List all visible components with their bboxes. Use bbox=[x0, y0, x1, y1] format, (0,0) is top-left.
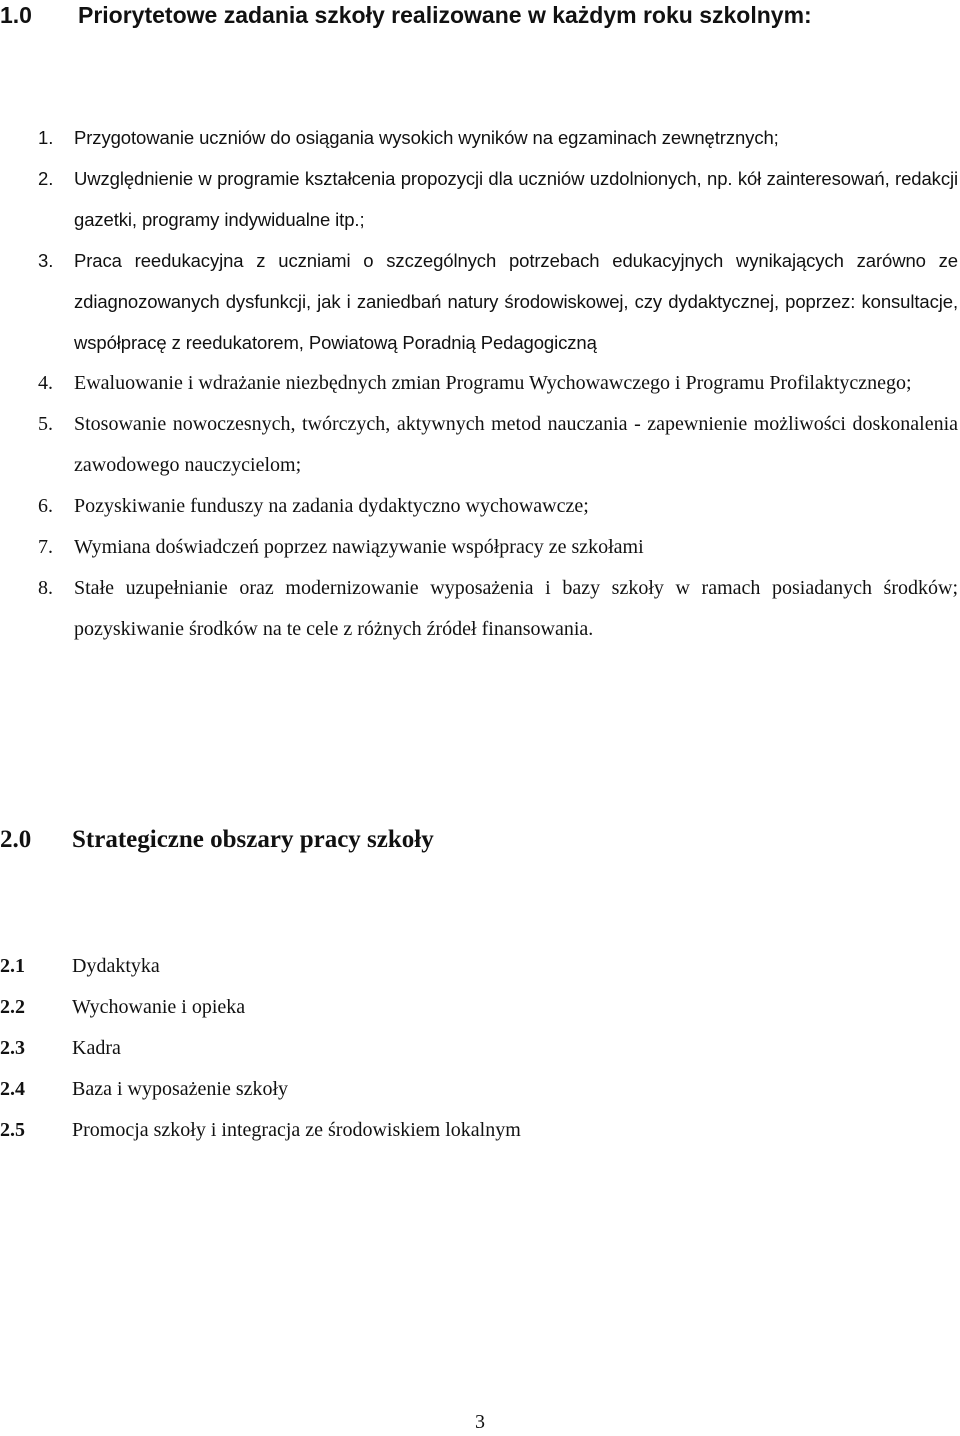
list-item-text: Pozyskiwanie funduszy na zadania dydaktyczno wychowawcze; bbox=[74, 495, 589, 517]
list-item-number: 1. bbox=[38, 127, 54, 148]
strategic-areas-list bbox=[0, 946, 900, 1151]
list-item bbox=[0, 404, 958, 486]
list-item bbox=[0, 527, 958, 568]
area-item-label: Dydaktyka bbox=[72, 955, 160, 977]
area-item-number: 2.2 bbox=[0, 996, 25, 1018]
area-item bbox=[0, 946, 900, 987]
list-item-text: Przygotowanie uczniów do osiągania wysokich wyników na egzaminach zewnętrznych; bbox=[74, 127, 779, 148]
area-item bbox=[0, 1069, 900, 1110]
section-2-number: 2.0 bbox=[0, 826, 32, 853]
list-item bbox=[0, 158, 958, 240]
list-item-text: Wymiana doświadczeń poprzez nawiązywanie współpracy ze szkołami bbox=[74, 536, 644, 558]
list-item-number: 4. bbox=[38, 372, 53, 394]
list-item-number: 2. bbox=[38, 168, 54, 189]
area-item-number: 2.4 bbox=[0, 1078, 25, 1100]
section-1-title: Priorytetowe zadania szkoły realizowane w każdym roku szkolnym: bbox=[78, 2, 812, 28]
page-number: 3 bbox=[475, 1411, 485, 1433]
list-item-text: Stałe uzupełnianie oraz modernizowanie wyposażenia i bazy szkoły w ramach posiadanych środków; pozyskiwanie środków na te cele z różnych źródeł finansowania. bbox=[74, 577, 958, 640]
area-item-label: Promocja szkoły i integracja ze środowiskiem lokalnym bbox=[72, 1119, 521, 1141]
list-item-text: Ewaluowanie i wdrażanie niezbędnych zmian Programu Wychowawczego i Programu Profilaktycznego; bbox=[74, 372, 912, 394]
list-item-number: 7. bbox=[38, 536, 53, 558]
list-item bbox=[0, 486, 958, 527]
priorities-list bbox=[0, 117, 958, 650]
area-item-number: 2.5 bbox=[0, 1119, 25, 1141]
area-item bbox=[0, 1110, 900, 1151]
list-item-number: 5. bbox=[38, 413, 53, 435]
list-item bbox=[0, 363, 958, 404]
list-item-number: 8. bbox=[38, 577, 53, 599]
list-item-number: 3. bbox=[38, 250, 54, 271]
area-item-label: Baza i wyposażenie szkoły bbox=[72, 1078, 289, 1100]
area-item-number: 2.3 bbox=[0, 1037, 25, 1059]
list-item-text: Stosowanie nowoczesnych, twórczych, aktywnych metod nauczania - zapewnienie możliwości doskonalenia zawodowego nauczycielom; bbox=[74, 413, 958, 476]
area-item-label: Wychowanie i opieka bbox=[72, 996, 246, 1018]
section-2-title: Strategiczne obszary pracy szkoły bbox=[72, 826, 434, 853]
area-item bbox=[0, 1028, 900, 1069]
area-item bbox=[0, 987, 900, 1028]
list-item-text: Uwzględnienie w programie kształcenia propozycji dla uczniów uzdolnionych, np. kół zainteresowań, redakcji gazetki, programy indywidualne itp.; bbox=[74, 168, 958, 230]
list-item-text: Praca reedukacyjna z uczniami o szczególnych potrzebach edukacyjnych wynikających zarówno ze zdiagnozowanych dysfunkcji, jak i zaniedbań natury środowiskowej, czy dydaktycznej, poprzez: konsultacje, współpracę z reedukatorem, Powiatową Poradnią Pedagogiczną bbox=[74, 250, 958, 353]
list-item bbox=[0, 568, 958, 650]
list-item bbox=[0, 117, 958, 158]
list-item-number: 6. bbox=[38, 495, 53, 517]
section-1-number: 1.0 bbox=[0, 2, 32, 28]
list-item bbox=[0, 240, 958, 363]
area-item-label: Kadra bbox=[72, 1037, 121, 1059]
area-item-number: 2.1 bbox=[0, 955, 25, 977]
